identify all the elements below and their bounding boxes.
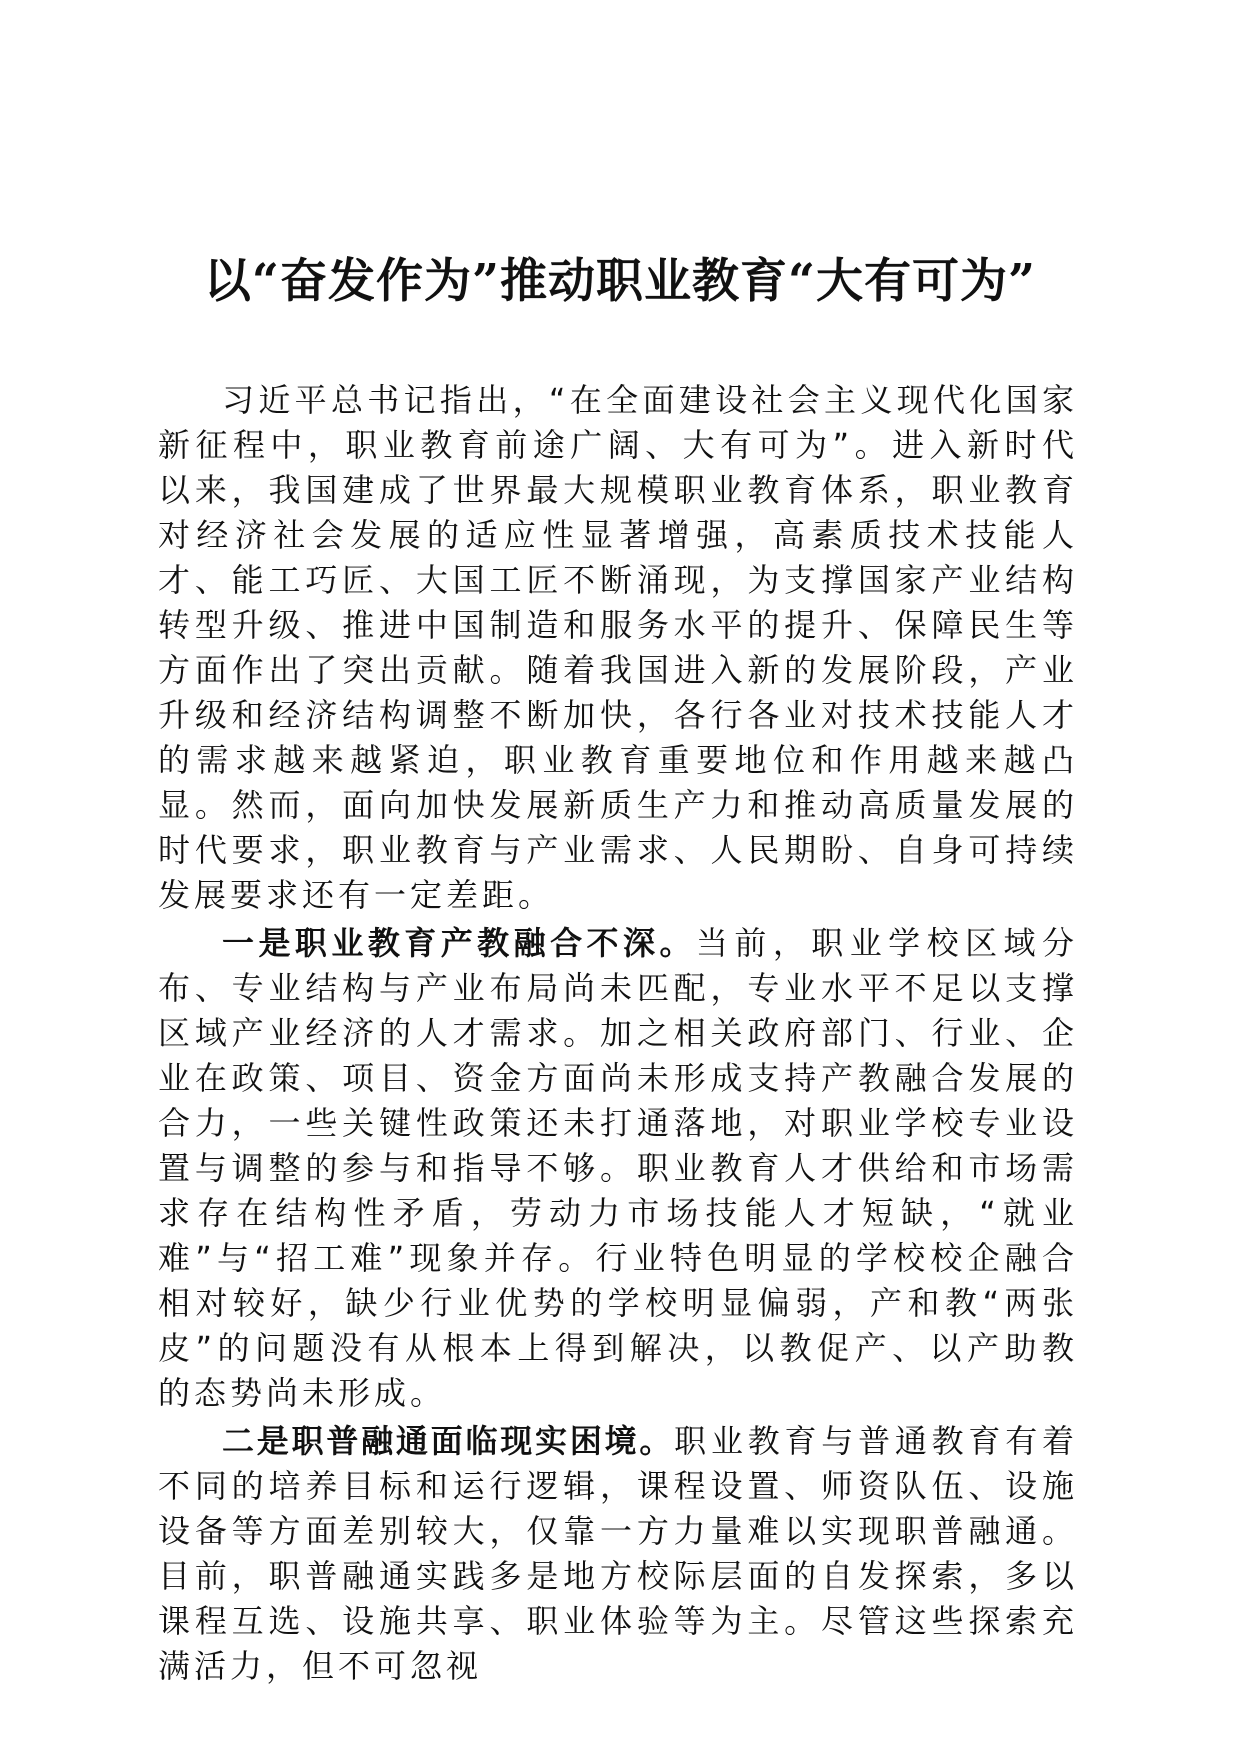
paragraph-text: 职业教育与普通教育有着不同的培养目标和运行逻辑，课程设置、师资队伍、设施设备等方面差别较大，仅靠一方力量难以实现职普融通。目前，职普融通实践多是地方校际层面的自发探索，多以课程互选、设施共享、职业体验等为主。尽管这些探索充满活力，但不可忽视	[158, 1422, 1078, 1685]
paragraph-point-one	[158, 921, 1078, 1416]
paragraph-lead-heading: 二是职普融通面临现实困境。	[222, 1422, 675, 1460]
paragraph-text: 当前，职业学校区域分布、专业结构与产业布局尚未匹配，专业水平不足以支撑区域产业经济的人才需求。加之相关政府部门、行业、企业在政策、项目、资金方面尚未形成支持产教融合发展的合力，一些关键性政策还未打通落地，对职业学校专业设置与调整的参与和指导不够。职业教育人才供给和市场需求存在结构性矛盾，劳动力市场技能人才短缺，“就业难”与“招工难”现象并存。行业特色明显的学校校企融合相对较好，缺少行业优势的学校明显偏弱，产和教“两张皮”的问题没有从根本上得到解决，以教促产、以产助教的态势尚未形成。	[158, 924, 1078, 1412]
paragraph-point-two	[158, 1419, 1078, 1689]
paragraph-lead-heading: 一是职业教育产教融合不深。	[222, 924, 696, 962]
document-title: 以“奋发作为”推动职业教育“大有可为”	[203, 254, 1037, 309]
document-body	[158, 378, 1078, 1692]
paragraph-intro	[158, 378, 1078, 918]
paragraph-text: 习近平总书记指出，“在全面建设社会主义现代化国家新征程中，职业教育前途广阔、大有可为”。进入新时代以来，我国建成了世界最大规模职业教育体系，职业教育对经济社会发展的适应性显著增强，高素质技术技能人才、能工巧匠、大国工匠不断涌现，为支撑国家产业结构转型升级、推进中国制造和服务水平的提升、保障民生等方面作出了突出贡献。随着我国进入新的发展阶段，产业升级和经济结构调整不断加快，各行各业对技术技能人才的需求越来越紧迫，职业教育重要地位和作用越来越凸显。然而，面向加快发展新质生产力和推动高质量发展的时代要求，职业教育与产业需求、人民期盼、自身可持续发展要求还有一定差距。	[158, 381, 1078, 914]
